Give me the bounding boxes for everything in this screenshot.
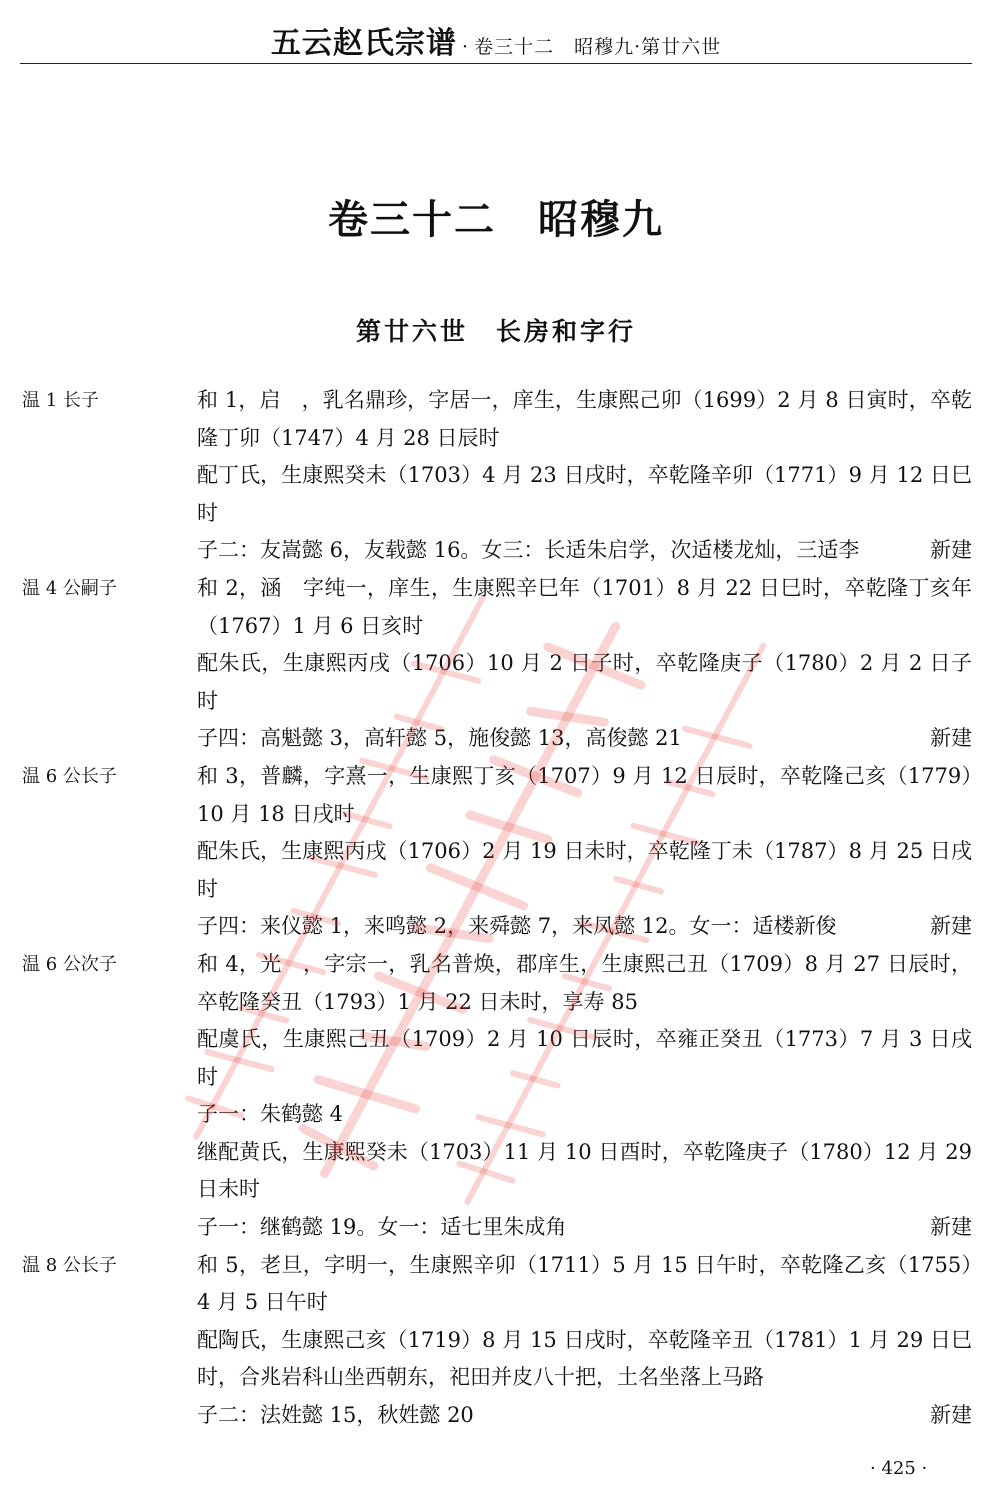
lineage-label: 温 6 公长子 [22,765,117,787]
children-text: 子一：继鹤懿 19。女一：适七里朱成角 [197,1215,567,1240]
volume-title: 卷三十二 昭穆九 [328,196,664,243]
header-volume-chapter: 卷三十二 昭穆九·第廿六世 [474,36,722,58]
children-line [197,1209,972,1247]
entry-paragraph: 配朱氏，生康熙丙戌（1706）2 月 19 日未时，卒乾隆丁未（1787）8 月 25 日戌时 [197,839,972,901]
entry-paragraph: 继配黄氏，生康熙癸未（1703）11 月 10 日酉时，卒乾隆庚子（1780）12 月 29 日未时 [197,1139,972,1202]
children-line [197,1397,972,1435]
lineage-label: 温 4 公嗣子 [22,577,117,599]
children-text: 子二：法姓懿 15，秋姓懿 20 [197,1403,474,1428]
genealogy-entries [0,382,992,1435]
children-text: 子四：高魁懿 3，高轩懿 5，施俊懿 13，高俊懿 21 [197,726,682,751]
new-tag: 新建 [930,1403,972,1428]
genealogy-entry [0,1247,992,1435]
entry-body [197,1247,972,1435]
new-tag: 新建 [930,914,972,939]
new-tag: 新建 [930,538,972,563]
genealogy-entry [0,570,992,758]
new-tag: 新建 [930,726,972,751]
entry-paragraph: 配朱氏，生康熙丙戌（1706）10 月 2 日子时，卒乾隆庚子（1780）2 月 2 日子时 [197,651,972,713]
children-line [197,720,972,758]
entry-paragraph: 和 3，普麟，字熹一，生康熙丁亥（1707）9 月 12 日辰时，卒乾隆己亥（1779）10 月 18 日戌时 [197,763,972,826]
entry-body [197,570,972,758]
entry-body [197,946,972,1247]
lineage-label: 温 1 长子 [22,390,99,411]
entry-paragraph: 和 2，涵 字纯一，庠生，生康熙辛巳年（1701）8 月 22 日巳时，卒乾隆丁亥年（1767）1 月 6 日亥时 [197,575,972,638]
children-text: 子二：友嵩懿 6，友载懿 16。女三：长适朱启学，次适楼龙灿，三适李 [197,538,860,563]
new-tag: 新建 [930,1215,972,1240]
entry-body [197,382,972,570]
book-title: 五云赵氏宗谱 [270,26,457,61]
lineage-label: 温 6 公次子 [22,953,117,975]
entry-paragraph: 子一：朱鹤懿 4 [197,1102,344,1127]
genealogy-entry [0,758,992,946]
lineage-label: 温 8 公长子 [22,1254,117,1276]
genealogy-entry [0,382,992,570]
entry-body [197,758,972,946]
header-separator: · [461,36,469,58]
entry-paragraph: 和 1，启 ，乳名鼎珍，字居一，庠生，生康熙己卯（1699）2 月 8 日寅时，卒乾隆丁卯（1747）4 月 28 日辰时 [197,388,972,450]
children-line [197,532,972,570]
running-header [0,18,992,62]
page-number: · 425 · [870,1458,928,1479]
entry-paragraph: 配陶氏，生康熙己亥（1719）8 月 15 日戌时，卒乾隆辛丑（1781）1 月 29 日巳时，合兆岩科山坐西朝东，祀田并皮八十把，土名坐落上马路 [197,1327,972,1390]
children-line [197,908,972,946]
entry-paragraph: 和 5，老旦，字明一，生康熙辛卯（1711）5 月 15 日午时，卒乾隆乙亥（1755）4 月 5 日午时 [197,1252,972,1315]
entry-paragraph: 配虞氏，生康熙己丑（1709）2 月 10 日辰时，卒雍正癸丑（1773）7 月 3 日戌时 [197,1027,972,1089]
entry-paragraph: 配丁氏，生康熙癸未（1703）4 月 23 日戌时，卒乾隆辛卯（1771）9 月 12 日巳时 [197,463,972,525]
children-text: 子四：来仪懿 1，来鸣懿 2，来舜懿 7，来凤懿 12。女一：适楼新俊 [197,914,837,939]
section-title: 第廿六世 长房和字行 [355,317,636,346]
header-rule [20,63,972,64]
genealogy-entry [0,946,992,1247]
entry-paragraph: 和 4，光 ，字宗一，乳名普焕，郡庠生，生康熙己丑（1709）8 月 27 日辰时，卒乾隆癸丑（1793）1 月 22 日未时，享寿 85 [197,951,972,1014]
